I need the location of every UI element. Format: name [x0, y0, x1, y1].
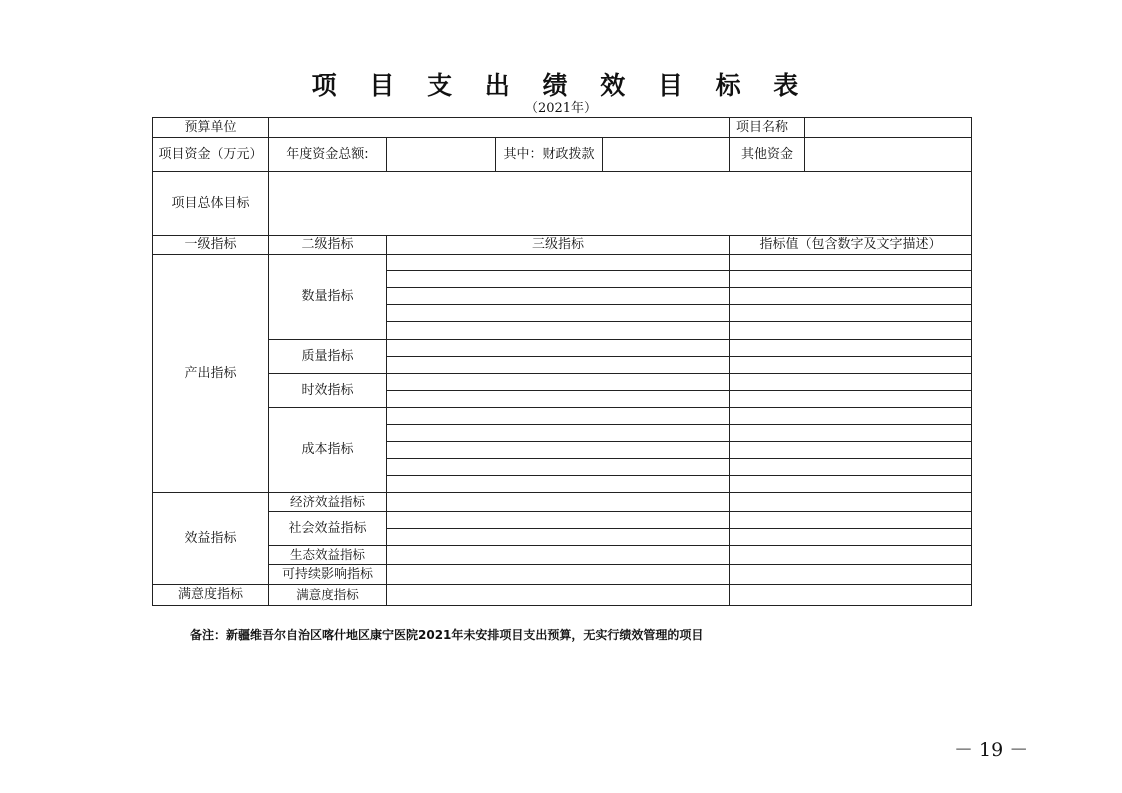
- table-cell[interactable]: [730, 340, 972, 357]
- sustainable-impact-indicator: 可持续影响指标: [269, 565, 387, 585]
- table-cell[interactable]: [730, 459, 972, 476]
- table-cell[interactable]: [730, 476, 972, 493]
- form-year: （2021年）: [524, 101, 598, 116]
- table-cell[interactable]: [387, 476, 730, 493]
- budget-unit-label: 预算单位: [153, 118, 269, 138]
- table-cell[interactable]: [730, 255, 972, 271]
- page-number: － 19 －: [954, 739, 1029, 761]
- table-cell[interactable]: [730, 322, 972, 340]
- cost-indicator: 成本指标: [269, 408, 387, 493]
- remark-note: 备注：新疆维吾尔自治区喀什地区康宁医院2021年未安排项目支出预算，无实行绩效管理的项目: [190, 628, 704, 642]
- table-cell[interactable]: [387, 459, 730, 476]
- fiscal-funds-label: 其中：财政拨款: [496, 138, 603, 172]
- table-cell[interactable]: [387, 255, 730, 271]
- table-cell[interactable]: [730, 585, 972, 606]
- project-funds-label: 项目资金（万元）: [153, 138, 269, 172]
- table-cell[interactable]: [387, 305, 730, 322]
- annual-total-label: 年度资金总额:: [269, 138, 387, 172]
- table-cell[interactable]: [730, 271, 972, 288]
- table-cell[interactable]: [730, 425, 972, 442]
- quality-indicator: 质量指标: [269, 340, 387, 374]
- table-cell[interactable]: [387, 585, 730, 606]
- table-cell[interactable]: [387, 442, 730, 459]
- performance-target-table: [152, 117, 972, 606]
- satisfaction-indicator-l2: 满意度指标: [269, 585, 387, 606]
- table-cell[interactable]: [730, 493, 972, 512]
- table-cell[interactable]: [730, 442, 972, 459]
- table-cell[interactable]: [730, 512, 972, 529]
- table-cell[interactable]: [730, 565, 972, 585]
- table-cell[interactable]: [387, 493, 730, 512]
- economic-benefit-indicator: 经济效益指标: [269, 493, 387, 512]
- table-cell[interactable]: [387, 391, 730, 408]
- ecological-benefit-indicator: 生态效益指标: [269, 546, 387, 565]
- table-cell[interactable]: [387, 529, 730, 546]
- other-funds-value[interactable]: [805, 138, 972, 172]
- table-cell[interactable]: [387, 546, 730, 565]
- col-level1: 一级指标: [153, 236, 269, 255]
- table-cell[interactable]: [387, 512, 730, 529]
- table-cell[interactable]: [730, 305, 972, 322]
- table-cell[interactable]: [387, 288, 730, 305]
- table-cell[interactable]: [730, 408, 972, 425]
- table-cell[interactable]: [387, 565, 730, 585]
- quantity-indicator: 数量指标: [269, 255, 387, 340]
- project-name-value[interactable]: [805, 118, 972, 138]
- table-cell[interactable]: [730, 546, 972, 565]
- table-cell[interactable]: [730, 391, 972, 408]
- timeliness-indicator: 时效指标: [269, 374, 387, 408]
- annual-total-value[interactable]: [387, 138, 496, 172]
- table-cell[interactable]: [730, 357, 972, 374]
- overall-goal-value[interactable]: [269, 172, 972, 236]
- other-funds-label: 其他资金: [730, 138, 805, 172]
- form-title: 项 目 支 出 绩 效 目 标 表: [311, 71, 811, 100]
- benefit-indicator: 效益指标: [153, 493, 269, 585]
- col-level3: 三级指标: [387, 236, 730, 255]
- satisfaction-indicator-l1: 满意度指标: [153, 585, 269, 606]
- table-cell[interactable]: [387, 425, 730, 442]
- col-value: 指标值（包含数字及文字描述）: [730, 236, 972, 255]
- col-level2: 二级指标: [269, 236, 387, 255]
- table-cell[interactable]: [730, 374, 972, 391]
- table-cell[interactable]: [387, 374, 730, 391]
- table-cell[interactable]: [387, 340, 730, 357]
- table-cell[interactable]: [387, 271, 730, 288]
- table-cell[interactable]: [730, 288, 972, 305]
- table-cell[interactable]: [387, 322, 730, 340]
- project-name-label: 项目名称: [730, 118, 805, 138]
- social-benefit-indicator: 社会效益指标: [269, 512, 387, 546]
- table-cell[interactable]: [387, 408, 730, 425]
- fiscal-funds-value[interactable]: [603, 138, 730, 172]
- table-cell[interactable]: [387, 357, 730, 374]
- overall-goal-label: 项目总体目标: [153, 172, 269, 236]
- table-cell[interactable]: [730, 529, 972, 546]
- budget-unit-value[interactable]: [269, 118, 730, 138]
- output-indicator: 产出指标: [153, 255, 269, 493]
